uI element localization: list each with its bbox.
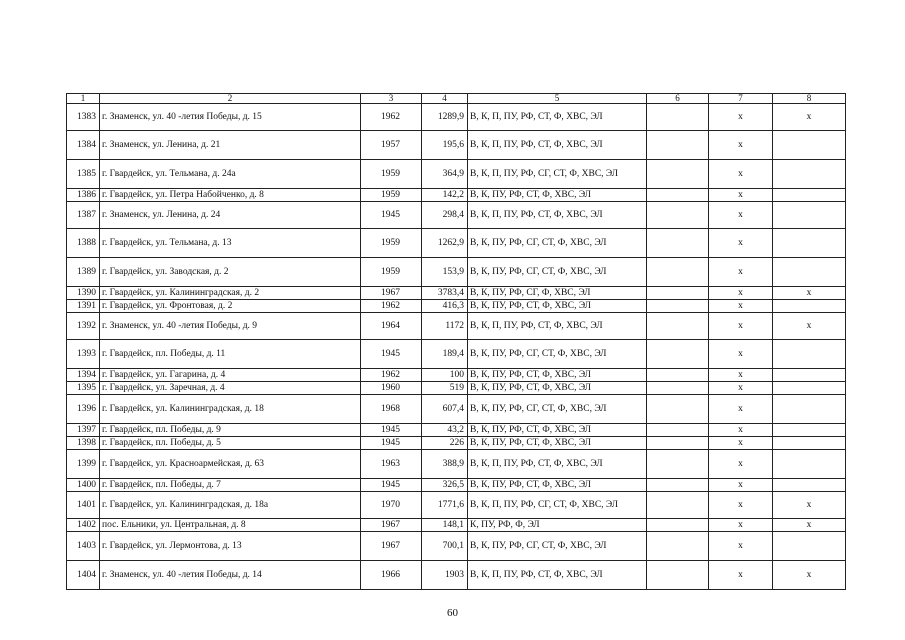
row-number-cell: 1390	[67, 287, 100, 300]
row-number-cell: 1397	[67, 424, 100, 437]
table-body	[67, 94, 846, 590]
col7-cell: х	[709, 104, 773, 131]
address-cell: г. Знаменск, ул. Ленина, д. 24	[100, 202, 361, 229]
works-cell: В, К, ПУ, РФ, СГ, СТ, Ф, ХВС, ЭЛ	[468, 532, 647, 561]
address-cell: г. Гвардейск, ул. Заречная, д. 4	[100, 382, 361, 395]
works-cell: В, К, П, ПУ, РФ, СТ, Ф, ХВС, ЭЛ	[468, 450, 647, 479]
table-row	[67, 437, 846, 450]
col7-cell: х	[709, 287, 773, 300]
address-cell: г. Гвардейск, ул. Калининградская, д. 18а	[100, 492, 361, 519]
year-cell: 1945	[361, 202, 422, 229]
header-cell: 4	[422, 94, 468, 104]
col8-cell	[773, 437, 846, 450]
col6-cell	[647, 202, 709, 229]
housing-table	[66, 93, 846, 590]
col7-cell: х	[709, 479, 773, 492]
year-cell: 1960	[361, 382, 422, 395]
row-number-cell: 1401	[67, 492, 100, 519]
row-number-cell: 1394	[67, 369, 100, 382]
table-row	[67, 287, 846, 300]
col6-cell	[647, 300, 709, 313]
area-cell: 1903	[422, 561, 468, 590]
col6-cell	[647, 450, 709, 479]
row-number-cell: 1388	[67, 229, 100, 258]
address-cell: г. Гвардейск, ул. Гагарина, д. 4	[100, 369, 361, 382]
year-cell: 1966	[361, 561, 422, 590]
header-cell: 5	[468, 94, 647, 104]
col8-cell	[773, 369, 846, 382]
address-cell: г. Гвардейск, ул. Петра Набойченко, д. 8	[100, 189, 361, 202]
address-cell: г. Гвардейск, пл. Победы, д. 9	[100, 424, 361, 437]
row-number-cell: 1403	[67, 532, 100, 561]
table-row	[67, 300, 846, 313]
row-number-cell: 1383	[67, 104, 100, 131]
header-cell: 8	[773, 94, 846, 104]
year-cell: 1959	[361, 189, 422, 202]
area-cell: 416,3	[422, 300, 468, 313]
col7-cell: х	[709, 437, 773, 450]
table-row	[67, 258, 846, 287]
year-cell: 1962	[361, 104, 422, 131]
col8-cell	[773, 479, 846, 492]
table-row	[67, 160, 846, 189]
col8-cell	[773, 202, 846, 229]
table-row	[67, 229, 846, 258]
col7-cell: х	[709, 450, 773, 479]
area-cell: 153,9	[422, 258, 468, 287]
table-row	[67, 450, 846, 479]
table-row	[67, 561, 846, 590]
col8-cell	[773, 532, 846, 561]
table-row	[67, 395, 846, 424]
works-cell: В, К, П, ПУ, РФ, СТ, Ф, ХВС, ЭЛ	[468, 202, 647, 229]
works-cell: В, К, ПУ, РФ, СГ, СТ, Ф, ХВС, ЭЛ	[468, 340, 647, 369]
col7-cell: х	[709, 369, 773, 382]
year-cell: 1945	[361, 424, 422, 437]
area-cell: 148,1	[422, 519, 468, 532]
works-cell: В, К, ПУ, РФ, СГ, Ф, ХВС, ЭЛ	[468, 287, 647, 300]
col7-cell: х	[709, 300, 773, 313]
year-cell: 1967	[361, 532, 422, 561]
col8-cell	[773, 340, 846, 369]
col8-cell	[773, 258, 846, 287]
row-number-cell: 1389	[67, 258, 100, 287]
col7-cell: х	[709, 313, 773, 340]
table-row	[67, 492, 846, 519]
table-row	[67, 382, 846, 395]
row-number-cell: 1396	[67, 395, 100, 424]
col7-cell: х	[709, 492, 773, 519]
table-row	[67, 340, 846, 369]
area-cell: 100	[422, 369, 468, 382]
year-cell: 1962	[361, 369, 422, 382]
area-cell: 1262,9	[422, 229, 468, 258]
col7-cell: х	[709, 340, 773, 369]
row-number-cell: 1392	[67, 313, 100, 340]
col6-cell	[647, 131, 709, 160]
table-row	[67, 424, 846, 437]
address-cell: пос. Ельники, ул. Центральная, д. 8	[100, 519, 361, 532]
address-cell: г. Знаменск, ул. 40 -летия Победы, д. 14	[100, 561, 361, 590]
col6-cell	[647, 519, 709, 532]
works-cell: В, К, ПУ, РФ, СТ, Ф, ХВС, ЭЛ	[468, 189, 647, 202]
works-cell: В, К, ПУ, РФ, СТ, Ф, ХВС, ЭЛ	[468, 479, 647, 492]
header-cell: 6	[647, 94, 709, 104]
header-row	[67, 94, 846, 104]
year-cell: 1963	[361, 450, 422, 479]
year-cell: 1967	[361, 287, 422, 300]
works-cell: В, К, П, ПУ, РФ, СТ, Ф, ХВС, ЭЛ	[468, 131, 647, 160]
works-cell: В, К, ПУ, РФ, СТ, Ф, ХВС, ЭЛ	[468, 369, 647, 382]
col8-cell: х	[773, 104, 846, 131]
area-cell: 388,9	[422, 450, 468, 479]
row-number-cell: 1404	[67, 561, 100, 590]
col8-cell: х	[773, 313, 846, 340]
col8-cell	[773, 300, 846, 313]
col7-cell: х	[709, 382, 773, 395]
col8-cell	[773, 131, 846, 160]
address-cell: г. Гвардейск, ул. Фронтовая, д. 2	[100, 300, 361, 313]
area-cell: 607,4	[422, 395, 468, 424]
year-cell: 1967	[361, 519, 422, 532]
row-number-cell: 1398	[67, 437, 100, 450]
col7-cell: х	[709, 532, 773, 561]
address-cell: г. Гвардейск, ул. Заводская, д. 2	[100, 258, 361, 287]
col7-cell: х	[709, 561, 773, 590]
works-cell: В, К, П, ПУ, РФ, СГ, СТ, Ф, ХВС, ЭЛ	[468, 492, 647, 519]
address-cell: г. Гвардейск, пл. Победы, д. 5	[100, 437, 361, 450]
col6-cell	[647, 287, 709, 300]
works-cell: В, К, П, ПУ, РФ, СТ, Ф, ХВС, ЭЛ	[468, 104, 647, 131]
col8-cell: х	[773, 492, 846, 519]
area-cell: 364,9	[422, 160, 468, 189]
works-cell: В, К, П, ПУ, РФ, СГ, СТ, Ф, ХВС, ЭЛ	[468, 160, 647, 189]
year-cell: 1959	[361, 258, 422, 287]
year-cell: 1964	[361, 313, 422, 340]
works-cell: В, К, ПУ, РФ, СТ, Ф, ХВС, ЭЛ	[468, 437, 647, 450]
year-cell: 1945	[361, 437, 422, 450]
col8-cell: х	[773, 519, 846, 532]
col8-cell: х	[773, 561, 846, 590]
col6-cell	[647, 189, 709, 202]
col7-cell: х	[709, 229, 773, 258]
area-cell: 1172	[422, 313, 468, 340]
row-number-cell: 1402	[67, 519, 100, 532]
address-cell: г. Знаменск, ул. 40 -летия Победы, д. 15	[100, 104, 361, 131]
year-cell: 1945	[361, 479, 422, 492]
address-cell: г. Знаменск, ул. Ленина, д. 21	[100, 131, 361, 160]
col6-cell	[647, 492, 709, 519]
table-row	[67, 202, 846, 229]
area-cell: 1771,6	[422, 492, 468, 519]
area-cell: 142,2	[422, 189, 468, 202]
table-row	[67, 189, 846, 202]
area-cell: 700,1	[422, 532, 468, 561]
col8-cell	[773, 189, 846, 202]
works-cell: В, К, ПУ, РФ, СТ, Ф, ХВС, ЭЛ	[468, 424, 647, 437]
address-cell: г. Гвардейск, ул. Калининградская, д. 2	[100, 287, 361, 300]
row-number-cell: 1387	[67, 202, 100, 229]
header-cell: 2	[100, 94, 361, 104]
works-cell: В, К, ПУ, РФ, СГ, СТ, Ф, ХВС, ЭЛ	[468, 258, 647, 287]
table-row	[67, 369, 846, 382]
address-cell: г. Гвардейск, ул. Калининградская, д. 18	[100, 395, 361, 424]
address-cell: г. Гвардейск, ул. Красноармейская, д. 63	[100, 450, 361, 479]
row-number-cell: 1385	[67, 160, 100, 189]
col8-cell	[773, 160, 846, 189]
col8-cell	[773, 450, 846, 479]
col6-cell	[647, 424, 709, 437]
works-cell: В, К, ПУ, РФ, СТ, Ф, ХВС, ЭЛ	[468, 382, 647, 395]
works-cell: В, К, П, ПУ, РФ, СТ, Ф, ХВС, ЭЛ	[468, 313, 647, 340]
col6-cell	[647, 313, 709, 340]
table-row	[67, 104, 846, 131]
col7-cell: х	[709, 189, 773, 202]
row-number-cell: 1391	[67, 300, 100, 313]
row-number-cell: 1384	[67, 131, 100, 160]
area-cell: 189,4	[422, 340, 468, 369]
row-number-cell: 1399	[67, 450, 100, 479]
area-cell: 195,6	[422, 131, 468, 160]
col6-cell	[647, 229, 709, 258]
works-cell: К, ПУ, РФ, Ф, ЭЛ	[468, 519, 647, 532]
year-cell: 1959	[361, 229, 422, 258]
col6-cell	[647, 340, 709, 369]
col6-cell	[647, 561, 709, 590]
table-row	[67, 532, 846, 561]
page-number: 60	[447, 607, 458, 619]
table-row	[67, 131, 846, 160]
year-cell: 1970	[361, 492, 422, 519]
col6-cell	[647, 382, 709, 395]
works-cell: В, К, ПУ, РФ, СГ, СТ, Ф, ХВС, ЭЛ	[468, 229, 647, 258]
col8-cell	[773, 424, 846, 437]
row-number-cell: 1386	[67, 189, 100, 202]
year-cell: 1962	[361, 300, 422, 313]
col7-cell: х	[709, 395, 773, 424]
col7-cell: х	[709, 131, 773, 160]
address-cell: г. Гвардейск, ул. Лермонтова, д. 13	[100, 532, 361, 561]
col7-cell: х	[709, 202, 773, 229]
address-cell: г. Гвардейск, ул. Тельмана, д. 24а	[100, 160, 361, 189]
col8-cell: х	[773, 287, 846, 300]
year-cell: 1959	[361, 160, 422, 189]
col7-cell: х	[709, 424, 773, 437]
col6-cell	[647, 369, 709, 382]
row-number-cell: 1393	[67, 340, 100, 369]
col6-cell	[647, 479, 709, 492]
col8-cell	[773, 229, 846, 258]
table-row	[67, 479, 846, 492]
address-cell: г. Знаменск, ул. 40 -летия Победы, д. 9	[100, 313, 361, 340]
area-cell: 519	[422, 382, 468, 395]
address-cell: г. Гвардейск, ул. Тельмана, д. 13	[100, 229, 361, 258]
row-number-cell: 1395	[67, 382, 100, 395]
area-cell: 226	[422, 437, 468, 450]
header-cell: 7	[709, 94, 773, 104]
works-cell: В, К, ПУ, РФ, СГ, СТ, Ф, ХВС, ЭЛ	[468, 395, 647, 424]
year-cell: 1945	[361, 340, 422, 369]
address-cell: г. Гвардейск, пл. Победы, д. 11	[100, 340, 361, 369]
address-cell: г. Гвардейск, пл. Победы, д. 7	[100, 479, 361, 492]
col6-cell	[647, 258, 709, 287]
works-cell: В, К, П, ПУ, РФ, СТ, Ф, ХВС, ЭЛ	[468, 561, 647, 590]
area-cell: 326,5	[422, 479, 468, 492]
col6-cell	[647, 437, 709, 450]
col6-cell	[647, 532, 709, 561]
col6-cell	[647, 160, 709, 189]
col7-cell: х	[709, 160, 773, 189]
col7-cell: х	[709, 258, 773, 287]
header-cell: 3	[361, 94, 422, 104]
table-row	[67, 519, 846, 532]
area-cell: 298,4	[422, 202, 468, 229]
col6-cell	[647, 395, 709, 424]
area-cell: 1289,9	[422, 104, 468, 131]
year-cell: 1957	[361, 131, 422, 160]
header-cell: 1	[67, 94, 100, 104]
works-cell: В, К, ПУ, РФ, СТ, Ф, ХВС, ЭЛ	[468, 300, 647, 313]
table-row	[67, 313, 846, 340]
area-cell: 3783,4	[422, 287, 468, 300]
area-cell: 43,2	[422, 424, 468, 437]
year-cell: 1968	[361, 395, 422, 424]
row-number-cell: 1400	[67, 479, 100, 492]
col8-cell	[773, 395, 846, 424]
col6-cell	[647, 104, 709, 131]
col7-cell: х	[709, 519, 773, 532]
col8-cell	[773, 382, 846, 395]
